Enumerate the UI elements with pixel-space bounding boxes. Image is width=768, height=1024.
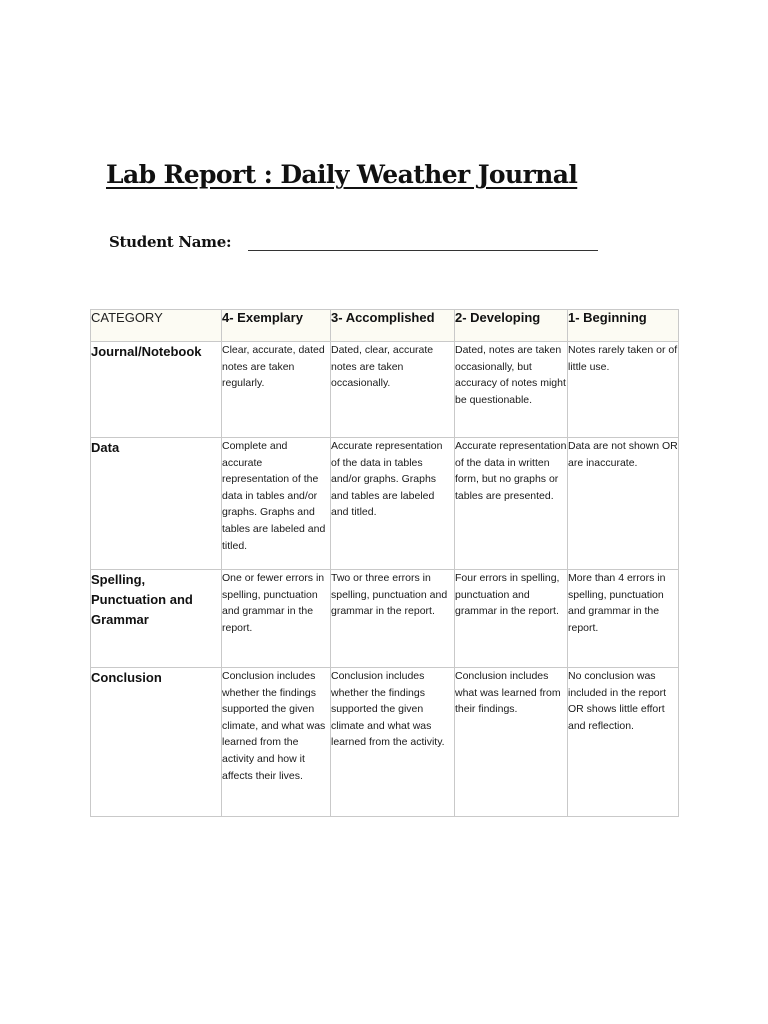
table-row xyxy=(91,668,679,817)
page-title: Lab Report : Daily Weather Journal xyxy=(106,160,578,189)
header-developing: 2- Developing xyxy=(455,310,568,342)
table-row xyxy=(91,438,679,570)
student-name-label: Student Name: xyxy=(109,233,232,251)
criteria-cell: One or fewer errors in spelling, punctuation and grammar in the report. xyxy=(222,570,331,668)
criteria-cell: Accurate representation of the data in tables and/or graphs. Graphs and tables are labeled and titled. xyxy=(331,438,455,570)
criteria-cell: Data are not shown OR are inaccurate. xyxy=(568,438,679,570)
criteria-cell: Notes rarely taken or of little use. xyxy=(568,342,679,438)
criteria-cell: No conclusion was included in the report OR shows little effort and reflection. xyxy=(568,668,679,817)
header-category: CATEGORY xyxy=(91,310,222,342)
criteria-cell: Conclusion includes whether the findings supported the given climate and what was learned from the activity. xyxy=(331,668,455,817)
criteria-cell: Complete and accurate representation of the data in tables and/or graphs. Graphs and tables are labeled and titled. xyxy=(222,438,331,570)
criteria-cell: Four errors in spelling, punctuation and grammar in the report. xyxy=(455,570,568,668)
header-beginning: 1- Beginning xyxy=(568,310,679,342)
criteria-cell: Conclusion includes what was learned from their findings. xyxy=(455,668,568,817)
criteria-cell: More than 4 errors in spelling, punctuation and grammar in the report. xyxy=(568,570,679,668)
header-row xyxy=(91,310,679,342)
criteria-cell: Dated, clear, accurate notes are taken occasionally. xyxy=(331,342,455,438)
category-cell: Conclusion xyxy=(91,668,222,817)
criteria-cell: Two or three errors in spelling, punctuation and grammar in the report. xyxy=(331,570,455,668)
category-cell: Journal/Notebook xyxy=(91,342,222,438)
criteria-cell: Conclusion includes whether the findings supported the given climate, and what was learned from the activity and how it affects their lives. xyxy=(222,668,331,817)
student-name-row xyxy=(109,233,598,251)
criteria-cell: Clear, accurate, dated notes are taken regularly. xyxy=(222,342,331,438)
criteria-cell: Dated, notes are taken occasionally, but accuracy of notes might be questionable. xyxy=(455,342,568,438)
header-accomplished: 3- Accomplished xyxy=(331,310,455,342)
table-row xyxy=(91,570,679,668)
criteria-cell: Accurate representation of the data in written form, but no graphs or tables are presented. xyxy=(455,438,568,570)
category-cell: Data xyxy=(91,438,222,570)
rubric-table xyxy=(90,309,679,817)
student-name-blank xyxy=(248,236,598,251)
header-exemplary: 4- Exemplary xyxy=(222,310,331,342)
category-cell: Spelling, Punctuation and Grammar xyxy=(91,570,222,668)
table-row xyxy=(91,342,679,438)
